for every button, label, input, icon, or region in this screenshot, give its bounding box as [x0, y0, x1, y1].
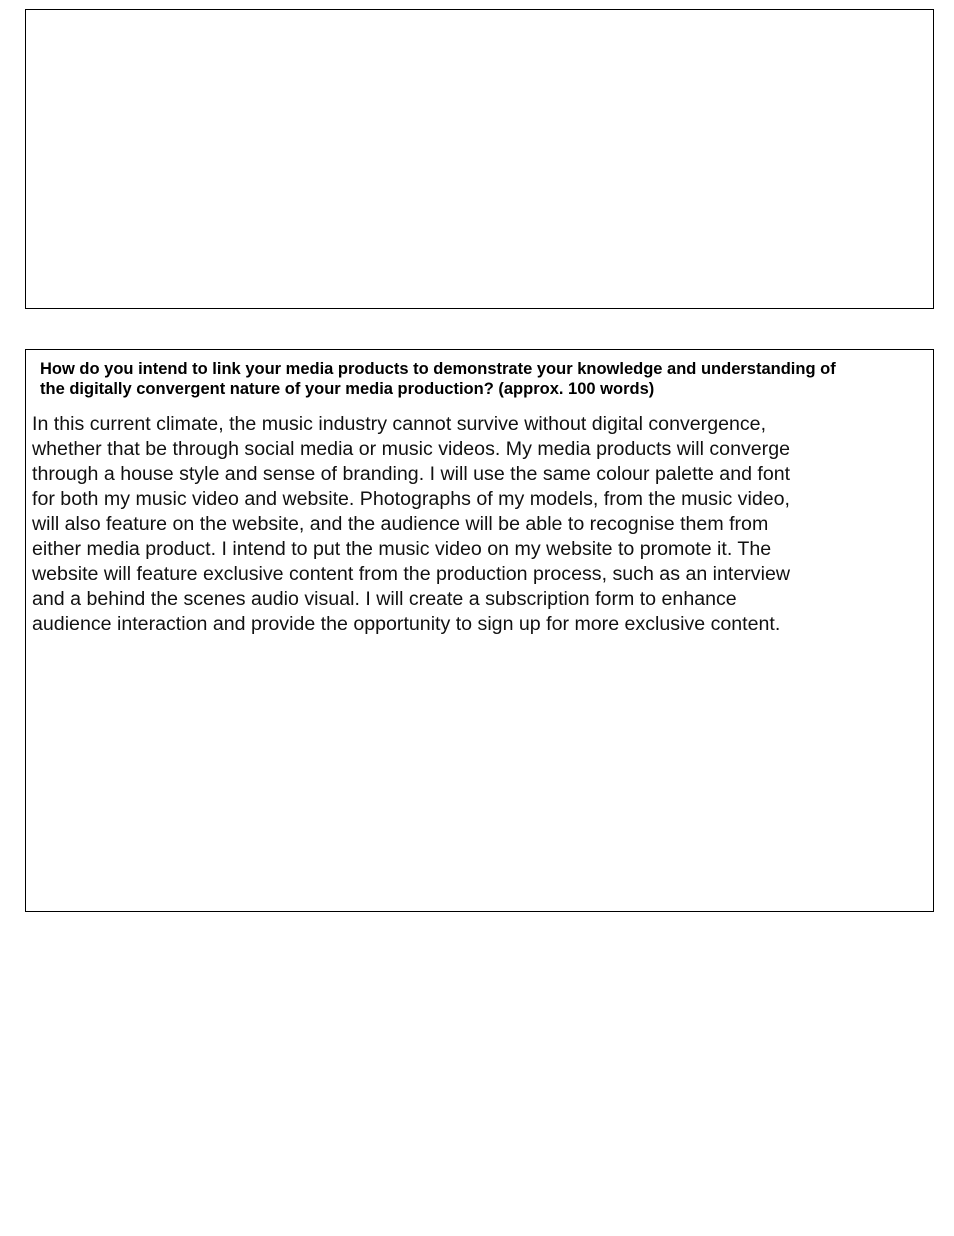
- answer-line: In this current climate, the music industry cannot survive without digital convergence,: [32, 413, 767, 435]
- answer-line: whether that be through social media or music videos. My media products will converge: [32, 438, 790, 460]
- answer-line: website will feature exclusive content from the production process, such as an interview: [32, 563, 790, 585]
- answer-text: [32, 412, 912, 637]
- answer-line: and a behind the scenes audio visual. I will create a subscription form to enhance: [32, 588, 737, 610]
- answer-line: through a house style and sense of branding. I will use the same colour palette and font: [32, 463, 791, 485]
- answer-line: will also feature on the website, and the audience will be able to recognise them from: [32, 513, 769, 535]
- answer-line: audience interaction and provide the opportunity to sign up for more exclusive content.: [32, 613, 781, 635]
- question-line: How do you intend to link your media products to demonstrate your knowledge and understanding of: [40, 360, 836, 378]
- answer-line: for both my music video and website. Photographs of my models, from the music video,: [32, 488, 790, 510]
- question-answer-box: [25, 349, 934, 912]
- question-line: the digitally convergent nature of your media production? (approx. 100 words): [40, 380, 655, 398]
- answer-line: either media product. I intend to put the music video on my website to promote it. The: [32, 538, 772, 560]
- empty-answer-box: [25, 9, 934, 309]
- question-text: [40, 359, 920, 399]
